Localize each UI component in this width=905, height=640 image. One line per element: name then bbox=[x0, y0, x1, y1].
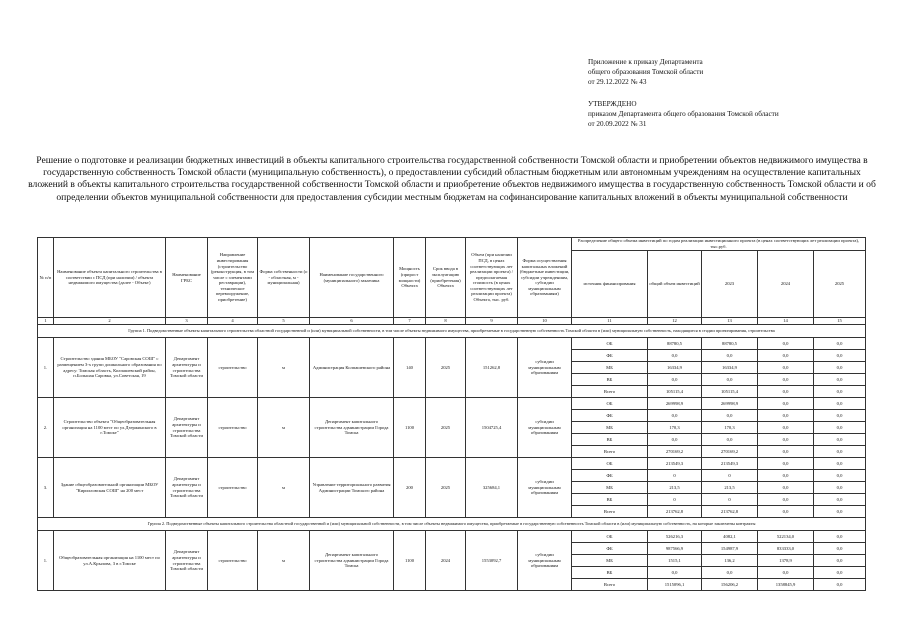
amount-cell: 0,0 bbox=[648, 374, 702, 386]
header-cell: Форма собственности (о - областная, м - муниципальная) bbox=[258, 238, 310, 318]
object-n-cell: 2. bbox=[38, 398, 54, 458]
amount-cell: 987566,9 bbox=[648, 543, 702, 555]
object-form-cell: м bbox=[258, 458, 310, 518]
object-year-cell: 2025 bbox=[426, 338, 466, 398]
amount-cell: 0 bbox=[648, 494, 702, 506]
amount-cell: 0,0 bbox=[758, 567, 814, 579]
amount-cell: 0,0 bbox=[814, 543, 866, 555]
amount-cell: 833333,0 bbox=[758, 543, 814, 555]
funding-source-cell: МБ bbox=[572, 362, 648, 374]
object-customer-cell: Управление территориального развития Администрации Томского района bbox=[310, 458, 394, 518]
object-grbs-cell: Департамент архитектуры и строительства Томской области bbox=[166, 458, 208, 518]
amount-cell: 213,5 bbox=[702, 482, 758, 494]
amount-cell: 0,0 bbox=[814, 482, 866, 494]
funding-source-cell: ОБ bbox=[572, 398, 648, 410]
amount-cell: 0 bbox=[702, 470, 758, 482]
approval-block bbox=[588, 57, 779, 129]
amount-cell: 0,0 bbox=[758, 482, 814, 494]
amount-cell: 0,0 bbox=[758, 386, 814, 398]
funding-source-cell: Всего bbox=[572, 446, 648, 458]
approval-line: от 29.12.2022 № 43 bbox=[588, 78, 647, 86]
amount-cell: 213,5 bbox=[648, 482, 702, 494]
amount-cell: 0,0 bbox=[814, 531, 866, 543]
object-form-cell: м bbox=[258, 531, 310, 591]
amount-cell: 0,0 bbox=[814, 555, 866, 567]
object-n-cell: 3. bbox=[38, 458, 54, 518]
amount-cell: 88780,5 bbox=[702, 338, 758, 350]
amount-cell: 0,0 bbox=[814, 338, 866, 350]
amount-cell: 0,0 bbox=[648, 350, 702, 362]
funding-source-cell: ОБ bbox=[572, 338, 648, 350]
column-number: 1 bbox=[38, 318, 54, 325]
document-title: Решение о подготовке и реализации бюджетных инвестиций в объекты капитального строительства государственной собственности Томской области и приобретении объектов недвижимого имущества в государственную собственность Томской области (муниципальную собственность), о предоставлении субсидий областным бюджетным или автономным учреждениям на осуществление капитальных вложений в объекты капитального строительства государственной собственности Томской области и приобретение объектов недвижимого имущества в государственную собственность Томской области и об определении объектов муниципальной собственности для предоставления субсидии местным бюджетам на софинансирование капитальных вложений в объекты муниципальной собственности bbox=[28, 155, 876, 203]
amount-cell: 1358845,9 bbox=[758, 579, 814, 591]
object-power-cell: 140 bbox=[394, 338, 426, 398]
amount-cell: 0,0 bbox=[702, 350, 758, 362]
column-number: 15 bbox=[814, 318, 866, 325]
approval-line: УТВЕРЖДЕНО bbox=[588, 100, 637, 108]
funding-source-cell: Всего bbox=[572, 386, 648, 398]
object-power-cell: 1100 bbox=[394, 531, 426, 591]
amount-cell: 0,0 bbox=[758, 350, 814, 362]
object-n-cell: 1. bbox=[38, 531, 54, 591]
object-kind-cell: субсидии муниципальным образованиям bbox=[518, 338, 572, 398]
object-form-cell: м bbox=[258, 338, 310, 398]
group-1-body bbox=[38, 338, 866, 518]
object-cost-cell: 1504725,4 bbox=[466, 398, 518, 458]
amount-cell: 0,0 bbox=[758, 374, 814, 386]
object-customer-cell: Департамент капитального строительства администрации Города Томска bbox=[310, 531, 394, 591]
funding-source-cell: Всего bbox=[572, 579, 648, 591]
amount-cell: 213549,3 bbox=[702, 458, 758, 470]
amount-cell: 0,0 bbox=[758, 458, 814, 470]
table-row bbox=[38, 338, 866, 350]
header-cell: Объем (при наличии ПСД, в ценах соответствующих лет реализации проекта) / предполагаемая стоимость (в ценах соответствующих лет реализации проекта) Объекта, тыс. руб. bbox=[466, 238, 518, 318]
amount-cell: 213762,8 bbox=[702, 506, 758, 518]
object-kind-cell: субсидии муниципальным образованиям bbox=[518, 531, 572, 591]
object-dir-cell: строительство bbox=[208, 398, 258, 458]
funding-source-cell: ФБ bbox=[572, 410, 648, 422]
amount-cell: 0,0 bbox=[758, 434, 814, 446]
amount-cell: 0,0 bbox=[702, 410, 758, 422]
amount-cell: 16334,9 bbox=[648, 362, 702, 374]
funding-source-cell: ВБ bbox=[572, 434, 648, 446]
column-number: 4 bbox=[208, 318, 258, 325]
funding-source-cell: ОБ bbox=[572, 531, 648, 543]
amount-cell: 0,0 bbox=[814, 374, 866, 386]
object-year-cell: 2025 bbox=[426, 398, 466, 458]
header-cell: Мощность (прирост мощности) Объекта bbox=[394, 238, 426, 318]
header-cell: Форма осуществления капитальных вложений (бюджетные инвестиции, субсидии учреждениям, субсидии муниципальным образованиям) bbox=[518, 238, 572, 318]
column-number: 8 bbox=[426, 318, 466, 325]
approval-line: от 20.09.2022 № 31 bbox=[588, 120, 647, 128]
object-power-cell: 1100 bbox=[394, 398, 426, 458]
header-cell: Направление инвестирования (строительство (реконструкция, в том числе с элементами реставрации), техническое перевооружение, приобретение) bbox=[208, 238, 258, 318]
group-2-body bbox=[38, 531, 866, 591]
object-grbs-cell: Департамент архитектуры и строительства Томской области bbox=[166, 531, 208, 591]
funding-source-cell: Всего bbox=[572, 506, 648, 518]
column-number: 7 bbox=[394, 318, 426, 325]
amount-cell: 136,2 bbox=[702, 555, 758, 567]
amount-cell: 0,0 bbox=[814, 458, 866, 470]
table-row bbox=[38, 458, 866, 470]
amount-cell: 0,0 bbox=[758, 338, 814, 350]
funding-source-cell: ОБ bbox=[572, 458, 648, 470]
amount-cell: 170,3 bbox=[648, 422, 702, 434]
amount-cell: 0 bbox=[648, 470, 702, 482]
amount-cell: 0,0 bbox=[814, 470, 866, 482]
object-grbs-cell: Департамент архитектуры и строительства Томской области bbox=[166, 398, 208, 458]
object-year-cell: 2024 bbox=[426, 531, 466, 591]
amount-cell: 1515,1 bbox=[648, 555, 702, 567]
approval-line: общего образования Томской области bbox=[588, 68, 704, 76]
funding-source-cell: ФБ bbox=[572, 350, 648, 362]
group-heading: Группа 2. Подведомственные объекты капитального строительства областной государственной и (или) муниципальной собственности, в том числе объекты недвижимого имущества, приобретаемые в государственную собственность Томской области в (или) муниципальную собственность, на которые заключены контракты bbox=[38, 518, 866, 531]
amount-cell: 0,0 bbox=[702, 434, 758, 446]
amount-cell: 0,0 bbox=[814, 434, 866, 446]
funding-source-cell: ФБ bbox=[572, 543, 648, 555]
object-year-cell: 2025 bbox=[426, 458, 466, 518]
amount-cell: 0,0 bbox=[758, 362, 814, 374]
investment-table bbox=[37, 237, 866, 591]
amount-cell: 1378,9 bbox=[758, 555, 814, 567]
table-row bbox=[38, 531, 866, 543]
amount-cell: 0,0 bbox=[814, 398, 866, 410]
object-grbs-cell: Департамент архитектуры и строительства Томской области bbox=[166, 338, 208, 398]
amount-cell: 269998,9 bbox=[702, 398, 758, 410]
amount-cell: 0,0 bbox=[814, 410, 866, 422]
amount-cell: 170,3 bbox=[702, 422, 758, 434]
amount-cell: 0,0 bbox=[758, 506, 814, 518]
funding-source-cell: МБ bbox=[572, 482, 648, 494]
funding-source-cell: ВБ bbox=[572, 494, 648, 506]
object-customer-cell: Департамент капитального строительства администрации Города Томска bbox=[310, 398, 394, 458]
amount-cell: 0,0 bbox=[814, 446, 866, 458]
amount-cell: 269998,9 bbox=[648, 398, 702, 410]
funding-source-cell: МБ bbox=[572, 422, 648, 434]
funding-source-cell: ВБ bbox=[572, 567, 648, 579]
approval-line: приказом Департамента общего образования Томской области bbox=[588, 110, 779, 118]
column-number: 9 bbox=[466, 318, 518, 325]
approval-line: Приложение к приказу Департамента bbox=[588, 58, 703, 66]
amount-cell: 0,0 bbox=[758, 422, 814, 434]
amount-cell: 0,0 bbox=[702, 567, 758, 579]
column-number: 12 bbox=[648, 318, 702, 325]
column-number: 5 bbox=[258, 318, 310, 325]
amount-cell: 16334,9 bbox=[702, 362, 758, 374]
object-power-cell: 200 bbox=[394, 458, 426, 518]
amount-cell: 88780,5 bbox=[648, 338, 702, 350]
header-cell: Наименование государственного (муниципального) заказчика bbox=[310, 238, 394, 318]
amount-cell: 0,0 bbox=[648, 410, 702, 422]
column-number: 11 bbox=[572, 318, 648, 325]
amount-cell: 0,0 bbox=[758, 494, 814, 506]
column-number: 14 bbox=[758, 318, 814, 325]
column-number: 10 bbox=[518, 318, 572, 325]
header-cell: Наименование ГРБС bbox=[166, 238, 208, 318]
group-heading: Группа 1. Подведомственные объекты капитального строительства областной государственной и (или) муниципальной собственности, в том числе объекты недвижимого имущества, приобретаемые в государственную собственность Томской области в (или) муниципальную собственность, находящиеся в стадии проектирования, строительства bbox=[38, 325, 866, 338]
object-name-cell: Общеобразовательная организация на 1100 мест по ул.А.Крылова, 3 в г.Томске bbox=[54, 531, 166, 591]
amount-cell: 0,0 bbox=[702, 374, 758, 386]
amount-cell: 0,0 bbox=[814, 567, 866, 579]
amount-cell: 0,0 bbox=[814, 422, 866, 434]
object-cost-cell: 151262,8 bbox=[466, 338, 518, 398]
header-cell: Наименование объекта капитального строительства в соответствии с ПСД (при наличии) / объекта недвижимого имущества (далее - Объект) bbox=[54, 238, 166, 318]
amount-cell: 105115,4 bbox=[648, 386, 702, 398]
header-cell: 2024 bbox=[758, 251, 814, 318]
amount-cell: 0,0 bbox=[758, 398, 814, 410]
header-cell: № п/п bbox=[38, 238, 54, 318]
amount-cell: 0 bbox=[702, 494, 758, 506]
header-cell: Срок ввода в эксплуатацию (приобретения) Объекта bbox=[426, 238, 466, 318]
amount-cell: 213549,3 bbox=[648, 458, 702, 470]
funding-source-cell: МБ bbox=[572, 555, 648, 567]
amount-cell: 0,0 bbox=[758, 446, 814, 458]
object-cost-cell: 325684,1 bbox=[466, 458, 518, 518]
object-n-cell: 1. bbox=[38, 338, 54, 398]
header-cell: 2025 bbox=[814, 251, 866, 318]
object-name-cell: Здание общеобразовательной организации МБОУ "Кирилловская СОШ" на 200 мест bbox=[54, 458, 166, 518]
amount-cell: 213762,8 bbox=[648, 506, 702, 518]
object-kind-cell: субсидии муниципальным образованиям bbox=[518, 458, 572, 518]
amount-cell: 156206,2 bbox=[702, 579, 758, 591]
amount-cell: 0,0 bbox=[814, 506, 866, 518]
column-number-row bbox=[38, 318, 866, 325]
amount-cell: 154987,9 bbox=[702, 543, 758, 555]
amount-cell: 0,0 bbox=[814, 579, 866, 591]
object-name-cell: Строительство здания МБОУ "Саровская СОШ" с размещением 3-х групп дошкольного образования по адресу: Томская область, Колпашевский район, п.Большая Саровка, ул.Советская, 19 bbox=[54, 338, 166, 398]
amount-cell: 270169,2 bbox=[648, 446, 702, 458]
object-cost-cell: 1553092,7 bbox=[466, 531, 518, 591]
amount-cell: 1515096,1 bbox=[648, 579, 702, 591]
header-cell: источник финансирования bbox=[572, 251, 648, 318]
header-cell: общий объем инвестиций bbox=[648, 251, 702, 318]
object-dir-cell: строительство bbox=[208, 458, 258, 518]
column-number: 13 bbox=[702, 318, 758, 325]
amount-cell: 0,0 bbox=[814, 494, 866, 506]
table-row bbox=[38, 398, 866, 410]
column-number: 6 bbox=[310, 318, 394, 325]
object-customer-cell: Администрация Колпашевского района bbox=[310, 338, 394, 398]
object-dir-cell: строительство bbox=[208, 338, 258, 398]
object-dir-cell: строительство bbox=[208, 531, 258, 591]
amount-cell: 0,0 bbox=[648, 434, 702, 446]
funding-source-cell: ВБ bbox=[572, 374, 648, 386]
object-kind-cell: субсидии муниципальным образованиям bbox=[518, 398, 572, 458]
column-number: 3 bbox=[166, 318, 208, 325]
amount-cell: 0,0 bbox=[814, 386, 866, 398]
amount-cell: 526216,3 bbox=[648, 531, 702, 543]
amount-cell: 522134,0 bbox=[758, 531, 814, 543]
amount-cell: 0,0 bbox=[648, 567, 702, 579]
amount-cell: 0,0 bbox=[758, 470, 814, 482]
object-form-cell: м bbox=[258, 398, 310, 458]
amount-cell: 0,0 bbox=[814, 350, 866, 362]
funding-source-cell: ФБ bbox=[572, 470, 648, 482]
header-cell: 2023 bbox=[702, 251, 758, 318]
header-cell: Распределение общего объема инвестиций по годам реализации инвестиционного проекта (в ценах соответствующих лет реализации проекта), тыс.руб. bbox=[572, 238, 866, 251]
amount-cell: 0,0 bbox=[814, 362, 866, 374]
amount-cell: 105115,4 bbox=[702, 386, 758, 398]
amount-cell: 0,0 bbox=[758, 410, 814, 422]
object-name-cell: Строительство объекта "Общеобразовательная организация на 1100 мест по ул.Дзержинского в г.Томске" bbox=[54, 398, 166, 458]
column-number: 2 bbox=[54, 318, 166, 325]
amount-cell: 4082,1 bbox=[702, 531, 758, 543]
amount-cell: 270169,2 bbox=[702, 446, 758, 458]
